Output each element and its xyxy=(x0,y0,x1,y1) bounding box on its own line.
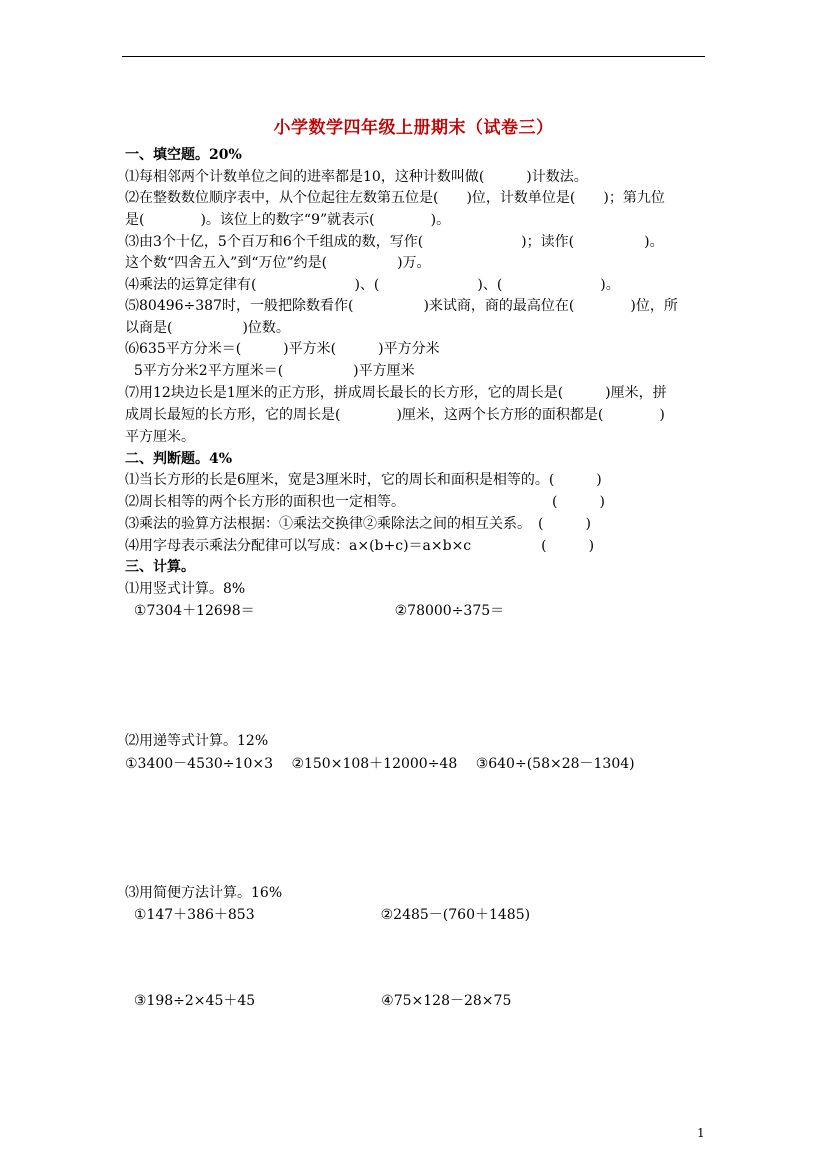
question-line: ⑷乘法的运算定律有( )、( )、( )。 xyxy=(125,277,620,293)
question-line: ⑷用字母表示乘法分配律可以写成：a×(b+c)＝a×b×c ( ) xyxy=(125,538,595,554)
question-line: ⑺用12块边长是1厘米的正方形，拼成周长最长的长方形，它的周长是( )厘米，拼 xyxy=(125,385,667,401)
question-line: 这个数“四舍五入”到“万位”约是( )万。 xyxy=(125,255,431,271)
section-heading-fill-blank: 一、填空题。20% xyxy=(125,147,242,163)
question-line: ⑶用简便方法计算。16% xyxy=(125,885,283,901)
question-line: 是( )。该位上的数字“9”就表示( )。 xyxy=(125,212,451,228)
question-line: ⑵周长相等的两个长方形的面积也一定相等。 ( ) xyxy=(125,494,605,510)
question-line: 成周长最短的长方形，它的周长是( )厘米，这两个长方形的面积都是( ) xyxy=(125,407,665,423)
question-line: ⑸80496÷387时，一般把除数看作( )来试商，商的最高位在( )位，所 xyxy=(125,298,678,314)
question-line: 平方厘米。 xyxy=(125,429,195,445)
question-line: 5平方分米2平方厘米＝( )平方厘米 xyxy=(125,363,415,379)
question-line: 以商是( )位数。 xyxy=(125,320,290,336)
question-line: ⑴每相邻两个计数单位之间的进率都是10，这种计数叫做( )计数法。 xyxy=(125,169,588,185)
page-number: 1 xyxy=(697,1126,705,1140)
question-line: ⑵用递等式计算。12% xyxy=(125,733,269,749)
question-line: ①7304＋12698＝ ②78000÷375＝ xyxy=(125,603,505,619)
section-heading-calculation: 三、计算。 xyxy=(125,559,195,575)
page-title: 小学数学四年级上册期末（试卷三） xyxy=(273,118,554,138)
question-line: ⑶由3个十亿，5个百万和6个千组成的数，写作( )；读作( )。 xyxy=(125,234,664,250)
question-line: ⑵在整数数位顺序表中，从个位起往左数第五位是( )位，计数单位是( )；第九位 xyxy=(125,190,665,206)
question-line: ⑴当长方形的长是6厘米，宽是3厘米时，它的周长和面积是相等的。( ) xyxy=(125,472,602,488)
question-line: ⑴用竖式计算。8% xyxy=(125,581,246,597)
question-line: ①3400－4530÷10×3 ②150×108＋12000÷48 ③640÷(58×28－1304) xyxy=(125,756,635,772)
question-line: ①147＋386＋853 ②2485－(760＋1485) xyxy=(125,907,531,923)
section-heading-true-false: 二、判断题。4% xyxy=(125,451,233,467)
header-rule xyxy=(122,56,705,57)
question-line: ⑹635平方分米＝( )平方米( )平方分米 xyxy=(125,341,440,357)
question-line: ⑶乘法的验算方法根据：①乘法交换律②乘除法之间的相互关系。 ( ) xyxy=(125,516,591,532)
question-line: ③198÷2×45＋45 ④75×128－28×75 xyxy=(125,993,512,1009)
